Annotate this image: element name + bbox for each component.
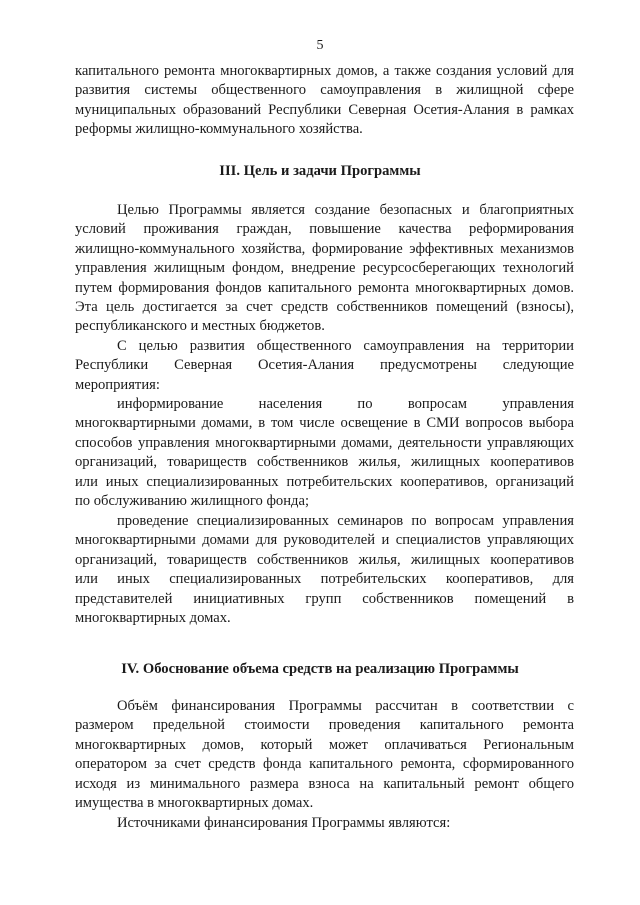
section-4-paragraph-2: [75, 814, 574, 833]
section-3-paragraph-4: [75, 512, 574, 628]
text-line: информирование населения по вопросам управления: [117, 396, 574, 412]
text-line: имущества в многоквартирных домах.: [75, 794, 314, 811]
text-line: муниципальных образований Республики Северная Осетия-Алания в рамках: [75, 101, 574, 118]
text-line: капитального ремонта многоквартирных домов, а также создания условий для: [75, 63, 574, 79]
text-line: Источниками финансирования Программы являются:: [117, 815, 451, 831]
text-line: жилищно-коммунального хозяйства, формирование эффективных механизмов: [75, 240, 574, 257]
text-line: Республики Северная Осетия-Алания предусмотрены следующие: [75, 357, 574, 374]
text-line: Эта цель достигается за счет средств собственников помещений (взносы),: [75, 298, 574, 315]
text-line: или иных специализированных потребительских кооперативов, для: [75, 571, 574, 588]
text-line: организаций, товариществ собственников жилья, жилищных кооперативов: [75, 551, 574, 568]
text-line: Целью Программы является создание безопасных и благоприятных: [117, 202, 574, 218]
section-3-paragraph-2: [75, 337, 574, 395]
text-line: проведение специализированных семинаров по вопросам управления: [117, 513, 574, 529]
section-3-paragraph-3: [75, 395, 574, 511]
text-line: путем формирования фондов капитального ремонта многоквартирных домов.: [75, 279, 574, 296]
text-line: многоквартирных домов, который может оплачиваться Региональным: [75, 736, 574, 753]
text-line: многоквартирными домами для руководителей и специалистов управляющих: [75, 532, 574, 549]
text-line: многоквартирных домах.: [75, 609, 231, 626]
text-line: реформы жилищно-коммунального хозяйства.: [75, 121, 363, 138]
text-line: условий проживания граждан, повышение качества реформирования: [75, 221, 574, 238]
text-line: Объём финансирования Программы рассчитан в соответствии с: [117, 698, 574, 714]
text-line: управления жилищным фондом, внедрение ресурсосберегающих технологий: [75, 260, 574, 277]
text-line: мероприятия:: [75, 376, 160, 393]
section-4-heading: IV. Обоснование объема средств на реализацию Программы: [121, 661, 519, 677]
text-line: способов управления многоквартирными домами, деятельности управляющих: [75, 434, 574, 451]
text-line: представителей инициативных групп собственников помещений в: [75, 590, 574, 607]
text-line: С целью развития общественного самоуправления на территории: [117, 338, 574, 354]
text-line: организаций, товариществ собственников жилья, жилищных кооперативов: [75, 454, 574, 471]
text-line: многоквартирными домами, в том числе освещение в СМИ вопросов выбора: [75, 415, 574, 432]
text-line: оператором за счет средств фонда капитального ремонта, сформированного: [75, 756, 574, 773]
page-number: 5: [316, 38, 324, 53]
section-3-paragraph-1: [75, 201, 574, 337]
text-line: размером предельной стоимости проведения капитального ремонта: [75, 717, 574, 734]
text-line: развития системы общественного самоуправления в жилищной сфере: [75, 82, 574, 99]
text-line: исходя из минимального размера взноса на капитальный ремонт общего: [75, 775, 574, 792]
section-3-heading: III. Цель и задачи Программы: [219, 163, 421, 179]
text-line: республиканского и местных бюджетов.: [75, 318, 325, 335]
section-4-paragraph-1: [75, 697, 574, 813]
intro-paragraph: [75, 62, 574, 140]
text-line: по обслуживанию жилищного фонда;: [75, 492, 309, 509]
text-line: или иных специализированных потребительских кооперативов, организаций: [75, 473, 574, 490]
